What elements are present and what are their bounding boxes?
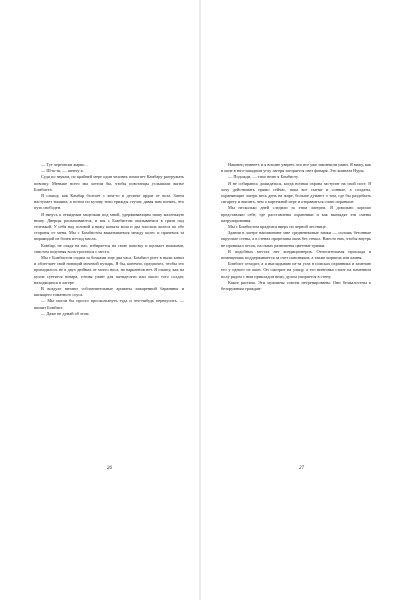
right-page bbox=[200, 0, 400, 600]
paragraph: Какое растяпа. Эти мужчины совсем нетренированы. Они безжалостны к безоружным граждан- bbox=[221, 279, 371, 292]
paragraph: Я не собираюсь дожидаться, когда ночная охрана заступит на свой пост. Я хочу действовать прямо сейчас, пока все сытые и сонные, а солдаты, охраняющие лагерь весь день на жаре, больше думают о том, где бы раздобыть сигарету и выпить, чем о картежной игре и отправиться спать пораньше. bbox=[221, 180, 371, 205]
paragraph: В подобных местах нет кондиционеров. Относительная прохлада в помещениях поддерживается за счет сквозняков, а также кирпича или камня. bbox=[221, 248, 371, 261]
paragraph: Судя по звукам, по крайней мере один человек помогает Камбару разгружать повозку. Меньше всего мы хотели бы, чтобы повстанцы услышали вытье Бомбиста. bbox=[34, 174, 184, 192]
paragraph: — Ш-ш-ш, — шепчу я. bbox=[41, 168, 84, 174]
paragraph: Я тянусь к откидным защелкам под мной, удерживающим нашу маленькую нишу. Дверцы распахиваются, и мы с Бомбистом оказываемся в грязи под тележкой. У себя над головой я вижу копыта вола и два плоских колеса по обе стороны от меня. Мы с Бомбистом выкатываемся между колес и прячемся за пирамидой из бочек из-под масла. bbox=[34, 211, 184, 242]
page-number: 27 bbox=[299, 466, 304, 471]
paragraph: Здания в лагере напоминают мне средневековые замки — сплошь бетонные округлые стены, а в стенах прорезаны окна без стекол. Вместо них, чтобы внутрь не проникал песок, на окнах развешены цветные тряпки. bbox=[221, 230, 371, 248]
right-page-text bbox=[221, 162, 371, 292]
paragraph: Мы несколько дней следили за этим лагерем. Я довольно хорошо представляю себе, где расставлены охранники и как выглядят эти смены патрулирования. bbox=[221, 205, 371, 223]
paragraph: Наконец темнеет, и я вполне уверен, что все уже закончили ужин. Я вижу, как в окне в юго-западном углу лагеря загорается свет фонаря. Это комната Нуры. bbox=[221, 162, 371, 174]
paragraph: — Даже не думай об этом. bbox=[41, 310, 90, 316]
paragraph: Бомбист отходит, а я выглядываю из-за угла в поисках охранника и замечаю его у одного из окон. Он смотрит на улицу, а его винтовка стоит на каменном полу рядом с ним прикладом вниз, дулом упирается в стену. bbox=[221, 261, 371, 279]
page-number: 26 bbox=[107, 466, 112, 471]
paragraph: Камбар, не глядя на нас, взбирается на свою повозку и щелкает вожжами, свистом подгоняя вола трогаться с места. bbox=[34, 242, 184, 254]
paragraph: Мы с Бомбистом сидим за бочками еще два часа. Бомбист роет в пыли канал и облегчает свой ноющий мочевой пузырь. Я бы, конечно, предпочел, чтобы это приходилось не в двух дюймах от моего носа, но вариантов нет. Я слышу, как на кухне суетятся повара, готовя ужин для пятидесяти или около того солдат, находящихся в лагере. bbox=[34, 255, 184, 285]
paragraph: В воздухе витают соблазнительные ароматы зажаренной баранины и кипящего томатного соуса. bbox=[34, 286, 184, 298]
paragraph: — Тут чертовски жарко… bbox=[41, 162, 89, 167]
paragraph: Я слышу, как Камбар болтает с кем-то в десятке ярдов от воза. Затем наступает тишина, а потом по кузову тихо трижды стучат, давая нам понять, что путь свободен. bbox=[34, 193, 184, 211]
left-page-text bbox=[34, 162, 184, 317]
paragraph: — Подожди, — тихо велю я Бомбисту. bbox=[228, 174, 299, 180]
paragraph: — Мы могли бы просто проскользнуть туда и что-нибудь перекусить, — шипит Бомбист. bbox=[34, 298, 184, 310]
paragraph: Мы с Бомбистом крадемся вверх по черной лестнице. bbox=[228, 224, 327, 230]
